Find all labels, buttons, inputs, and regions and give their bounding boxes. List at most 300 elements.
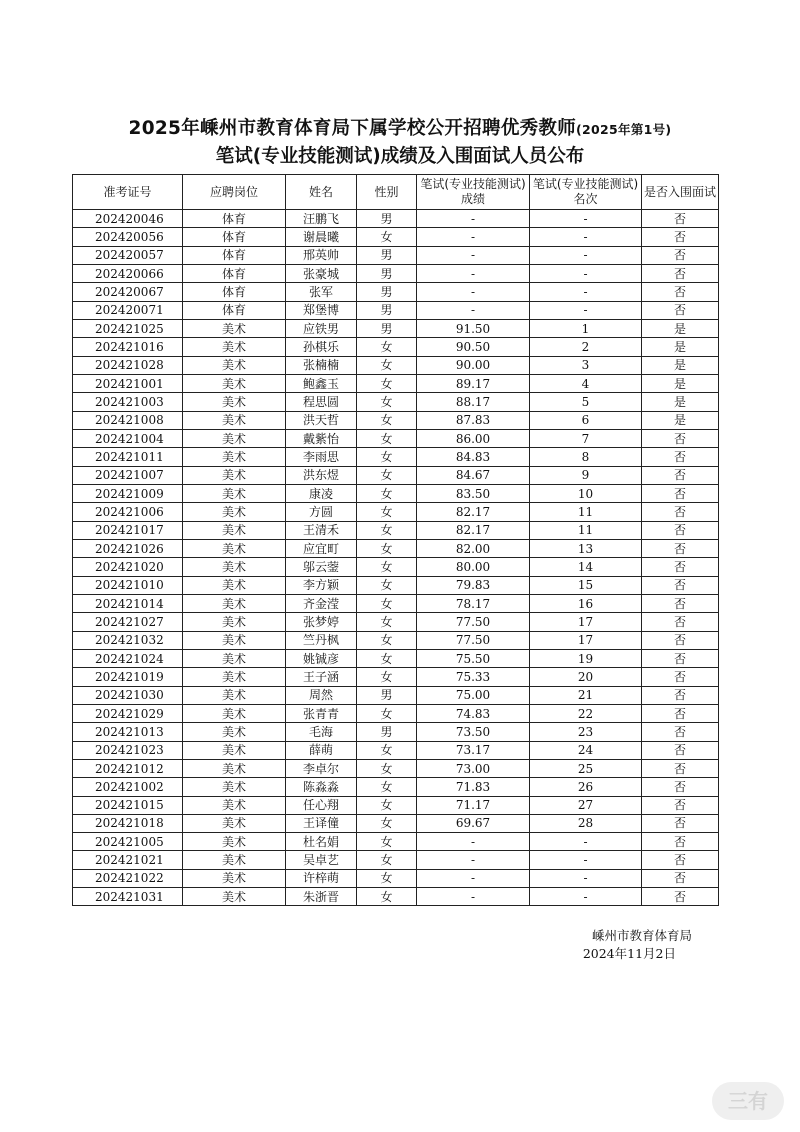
table-row bbox=[73, 833, 719, 851]
cell-interview: 否 bbox=[642, 759, 719, 777]
cell-position: 美术 bbox=[183, 723, 286, 741]
document-title bbox=[0, 114, 800, 140]
cell-name: 郑堡博 bbox=[286, 301, 357, 319]
cell-rank: 4 bbox=[530, 374, 642, 392]
cell-exam-id: 202421025 bbox=[73, 319, 183, 337]
cell-exam-id: 202421018 bbox=[73, 814, 183, 832]
cell-exam-id: 202421024 bbox=[73, 649, 183, 667]
cell-rank: 15 bbox=[530, 576, 642, 594]
cell-gender: 女 bbox=[357, 228, 417, 246]
cell-interview: 否 bbox=[642, 228, 719, 246]
cell-exam-id: 202421019 bbox=[73, 668, 183, 686]
cell-interview: 否 bbox=[642, 631, 719, 649]
cell-score: 78.17 bbox=[417, 594, 530, 612]
cell-score: - bbox=[417, 888, 530, 906]
cell-score: 82.17 bbox=[417, 503, 530, 521]
cell-score: 82.00 bbox=[417, 539, 530, 557]
cell-exam-id: 202421022 bbox=[73, 869, 183, 887]
cell-position: 美术 bbox=[183, 833, 286, 851]
cell-exam-id: 202421021 bbox=[73, 851, 183, 869]
cell-interview: 否 bbox=[642, 594, 719, 612]
cell-rank: 11 bbox=[530, 521, 642, 539]
cell-interview: 否 bbox=[642, 741, 719, 759]
cell-rank: 22 bbox=[530, 704, 642, 722]
cell-exam-id: 202421005 bbox=[73, 833, 183, 851]
cell-exam-id: 202420066 bbox=[73, 264, 183, 282]
cell-rank: 23 bbox=[530, 723, 642, 741]
cell-rank: 10 bbox=[530, 484, 642, 502]
table-row bbox=[73, 759, 719, 777]
table-row bbox=[73, 411, 719, 429]
table-row bbox=[73, 429, 719, 447]
cell-name: 许梓萌 bbox=[286, 869, 357, 887]
table-row bbox=[73, 613, 719, 631]
cell-score: 73.17 bbox=[417, 741, 530, 759]
cell-position: 体育 bbox=[183, 301, 286, 319]
cell-gender: 女 bbox=[357, 558, 417, 576]
table-row bbox=[73, 521, 719, 539]
cell-gender: 女 bbox=[357, 521, 417, 539]
table-row bbox=[73, 283, 719, 301]
table-row bbox=[73, 356, 719, 374]
cell-rank: 24 bbox=[530, 741, 642, 759]
cell-gender: 女 bbox=[357, 411, 417, 429]
cell-rank: 8 bbox=[530, 448, 642, 466]
cell-interview: 否 bbox=[642, 686, 719, 704]
cell-score: 74.83 bbox=[417, 704, 530, 722]
cell-name: 邬云蓥 bbox=[286, 558, 357, 576]
cell-interview: 否 bbox=[642, 301, 719, 319]
cell-interview: 否 bbox=[642, 668, 719, 686]
cell-exam-id: 202420067 bbox=[73, 283, 183, 301]
cell-name: 周然 bbox=[286, 686, 357, 704]
cell-position: 美术 bbox=[183, 668, 286, 686]
cell-name: 王清禾 bbox=[286, 521, 357, 539]
cell-name: 吴卓艺 bbox=[286, 851, 357, 869]
table-body bbox=[73, 210, 719, 906]
cell-score: 87.83 bbox=[417, 411, 530, 429]
cell-rank: 1 bbox=[530, 319, 642, 337]
cell-name: 戴紫怡 bbox=[286, 429, 357, 447]
cell-score: 75.33 bbox=[417, 668, 530, 686]
cell-interview: 否 bbox=[642, 429, 719, 447]
cell-name: 孙棋乐 bbox=[286, 338, 357, 356]
cell-position: 美术 bbox=[183, 429, 286, 447]
cell-score: 77.50 bbox=[417, 613, 530, 631]
table-row bbox=[73, 576, 719, 594]
cell-score: - bbox=[417, 246, 530, 264]
cell-position: 美术 bbox=[183, 356, 286, 374]
watermark-badge: 三有 bbox=[712, 1082, 784, 1120]
cell-position: 美术 bbox=[183, 613, 286, 631]
table-row bbox=[73, 649, 719, 667]
table-row bbox=[73, 796, 719, 814]
cell-interview: 否 bbox=[642, 814, 719, 832]
cell-rank: - bbox=[530, 264, 642, 282]
cell-gender: 女 bbox=[357, 356, 417, 374]
cell-score: 82.17 bbox=[417, 521, 530, 539]
cell-interview: 是 bbox=[642, 338, 719, 356]
cell-interview: 否 bbox=[642, 723, 719, 741]
cell-gender: 女 bbox=[357, 851, 417, 869]
cell-exam-id: 202421017 bbox=[73, 521, 183, 539]
cell-score: - bbox=[417, 301, 530, 319]
cell-exam-id: 202421014 bbox=[73, 594, 183, 612]
cell-exam-id: 202421029 bbox=[73, 704, 183, 722]
cell-name: 王子涵 bbox=[286, 668, 357, 686]
cell-name: 应铁男 bbox=[286, 319, 357, 337]
cell-position: 体育 bbox=[183, 228, 286, 246]
table-row bbox=[73, 319, 719, 337]
cell-interview: 否 bbox=[642, 888, 719, 906]
cell-name: 邢英帅 bbox=[286, 246, 357, 264]
cell-exam-id: 202421007 bbox=[73, 466, 183, 484]
cell-score: 90.50 bbox=[417, 338, 530, 356]
cell-name: 康凌 bbox=[286, 484, 357, 502]
cell-rank: - bbox=[530, 851, 642, 869]
cell-position: 美术 bbox=[183, 869, 286, 887]
header-exam-id: 准考证号 bbox=[73, 175, 183, 210]
cell-gender: 男 bbox=[357, 723, 417, 741]
table-row bbox=[73, 246, 719, 264]
cell-interview: 否 bbox=[642, 833, 719, 851]
cell-interview: 是 bbox=[642, 393, 719, 411]
table-row bbox=[73, 778, 719, 796]
cell-gender: 女 bbox=[357, 759, 417, 777]
cell-name: 汪鹏飞 bbox=[286, 210, 357, 228]
cell-exam-id: 202421030 bbox=[73, 686, 183, 704]
table-row bbox=[73, 393, 719, 411]
cell-name: 张豪城 bbox=[286, 264, 357, 282]
cell-score: 77.50 bbox=[417, 631, 530, 649]
cell-gender: 女 bbox=[357, 796, 417, 814]
cell-gender: 女 bbox=[357, 503, 417, 521]
cell-position: 体育 bbox=[183, 264, 286, 282]
cell-interview: 否 bbox=[642, 246, 719, 264]
table-row bbox=[73, 338, 719, 356]
cell-score: 71.17 bbox=[417, 796, 530, 814]
cell-score: 89.17 bbox=[417, 374, 530, 392]
table-row bbox=[73, 723, 719, 741]
table-row bbox=[73, 704, 719, 722]
header-position: 应聘岗位 bbox=[183, 175, 286, 210]
cell-interview: 否 bbox=[642, 869, 719, 887]
cell-rank: 7 bbox=[530, 429, 642, 447]
cell-score: 84.83 bbox=[417, 448, 530, 466]
cell-position: 美术 bbox=[183, 539, 286, 557]
table-row bbox=[73, 888, 719, 906]
cell-gender: 男 bbox=[357, 210, 417, 228]
cell-position: 美术 bbox=[183, 631, 286, 649]
cell-name: 姚铖彦 bbox=[286, 649, 357, 667]
cell-name: 朱浙晋 bbox=[286, 888, 357, 906]
cell-gender: 男 bbox=[357, 301, 417, 319]
cell-interview: 否 bbox=[642, 521, 719, 539]
cell-gender: 女 bbox=[357, 448, 417, 466]
cell-interview: 是 bbox=[642, 411, 719, 429]
cell-name: 陈淼淼 bbox=[286, 778, 357, 796]
cell-gender: 女 bbox=[357, 613, 417, 631]
table-row bbox=[73, 741, 719, 759]
cell-exam-id: 202421012 bbox=[73, 759, 183, 777]
cell-rank: 20 bbox=[530, 668, 642, 686]
cell-exam-id: 202421023 bbox=[73, 741, 183, 759]
cell-gender: 男 bbox=[357, 264, 417, 282]
table-row bbox=[73, 448, 719, 466]
table-row bbox=[73, 594, 719, 612]
cell-score: - bbox=[417, 228, 530, 246]
cell-position: 美术 bbox=[183, 796, 286, 814]
cell-interview: 否 bbox=[642, 484, 719, 502]
header-rank: 笔试(专业技能测试)名次 bbox=[530, 175, 642, 210]
cell-position: 美术 bbox=[183, 686, 286, 704]
table-row bbox=[73, 228, 719, 246]
cell-gender: 女 bbox=[357, 649, 417, 667]
cell-rank: - bbox=[530, 888, 642, 906]
cell-name: 王译僮 bbox=[286, 814, 357, 832]
cell-name: 李雨思 bbox=[286, 448, 357, 466]
table-row bbox=[73, 374, 719, 392]
cell-score: 84.67 bbox=[417, 466, 530, 484]
cell-gender: 女 bbox=[357, 393, 417, 411]
cell-rank: - bbox=[530, 228, 642, 246]
cell-score: - bbox=[417, 833, 530, 851]
cell-position: 美术 bbox=[183, 814, 286, 832]
cell-exam-id: 202420046 bbox=[73, 210, 183, 228]
table-row bbox=[73, 539, 719, 557]
cell-score: 75.50 bbox=[417, 649, 530, 667]
cell-position: 美术 bbox=[183, 759, 286, 777]
cell-name: 杜名娟 bbox=[286, 833, 357, 851]
cell-rank: 14 bbox=[530, 558, 642, 576]
cell-rank: 25 bbox=[530, 759, 642, 777]
cell-score: - bbox=[417, 264, 530, 282]
cell-score: 79.83 bbox=[417, 576, 530, 594]
table-header-row bbox=[73, 175, 719, 210]
cell-gender: 女 bbox=[357, 374, 417, 392]
cell-score: 75.00 bbox=[417, 686, 530, 704]
cell-exam-id: 202420057 bbox=[73, 246, 183, 264]
table-row bbox=[73, 484, 719, 502]
table-row bbox=[73, 686, 719, 704]
cell-gender: 男 bbox=[357, 246, 417, 264]
cell-position: 美术 bbox=[183, 594, 286, 612]
header-gender: 性别 bbox=[357, 175, 417, 210]
cell-gender: 女 bbox=[357, 704, 417, 722]
cell-interview: 否 bbox=[642, 704, 719, 722]
cell-rank: 17 bbox=[530, 613, 642, 631]
document-title-suffix: (2025年第1号) bbox=[576, 122, 672, 137]
cell-position: 美术 bbox=[183, 319, 286, 337]
cell-name: 洪天哲 bbox=[286, 411, 357, 429]
cell-name: 李卓尔 bbox=[286, 759, 357, 777]
cell-name: 张梦婷 bbox=[286, 613, 357, 631]
cell-name: 毛海 bbox=[286, 723, 357, 741]
cell-position: 美术 bbox=[183, 374, 286, 392]
cell-rank: 9 bbox=[530, 466, 642, 484]
cell-position: 美术 bbox=[183, 393, 286, 411]
cell-score: - bbox=[417, 283, 530, 301]
cell-gender: 男 bbox=[357, 283, 417, 301]
cell-position: 美术 bbox=[183, 484, 286, 502]
table-row bbox=[73, 301, 719, 319]
table-row bbox=[73, 814, 719, 832]
cell-exam-id: 202421009 bbox=[73, 484, 183, 502]
cell-exam-id: 202421031 bbox=[73, 888, 183, 906]
cell-score: 73.00 bbox=[417, 759, 530, 777]
cell-gender: 男 bbox=[357, 686, 417, 704]
cell-exam-id: 202421016 bbox=[73, 338, 183, 356]
cell-rank: - bbox=[530, 869, 642, 887]
cell-gender: 女 bbox=[357, 888, 417, 906]
cell-name: 洪东煜 bbox=[286, 466, 357, 484]
cell-name: 任心翔 bbox=[286, 796, 357, 814]
cell-rank: 27 bbox=[530, 796, 642, 814]
cell-name: 张军 bbox=[286, 283, 357, 301]
cell-score: 91.50 bbox=[417, 319, 530, 337]
cell-score: 86.00 bbox=[417, 429, 530, 447]
cell-exam-id: 202421001 bbox=[73, 374, 183, 392]
cell-rank: 13 bbox=[530, 539, 642, 557]
cell-rank: 16 bbox=[530, 594, 642, 612]
cell-position: 美术 bbox=[183, 503, 286, 521]
cell-gender: 女 bbox=[357, 814, 417, 832]
cell-exam-id: 202421015 bbox=[73, 796, 183, 814]
cell-interview: 否 bbox=[642, 210, 719, 228]
cell-name: 薛萌 bbox=[286, 741, 357, 759]
cell-rank: 28 bbox=[530, 814, 642, 832]
table-row bbox=[73, 503, 719, 521]
document-title-main: 2025年嵊州市教育体育局下属学校公开招聘优秀教师 bbox=[128, 118, 577, 139]
cell-gender: 女 bbox=[357, 539, 417, 557]
cell-interview: 否 bbox=[642, 503, 719, 521]
cell-gender: 女 bbox=[357, 668, 417, 686]
cell-rank: 2 bbox=[530, 338, 642, 356]
cell-interview: 是 bbox=[642, 319, 719, 337]
cell-position: 美术 bbox=[183, 778, 286, 796]
cell-rank: - bbox=[530, 283, 642, 301]
results-table bbox=[72, 174, 719, 906]
cell-gender: 女 bbox=[357, 833, 417, 851]
cell-score: - bbox=[417, 210, 530, 228]
cell-exam-id: 202421032 bbox=[73, 631, 183, 649]
cell-rank: 11 bbox=[530, 503, 642, 521]
cell-name: 方圆 bbox=[286, 503, 357, 521]
cell-name: 鲍鑫玉 bbox=[286, 374, 357, 392]
cell-rank: 6 bbox=[530, 411, 642, 429]
cell-gender: 女 bbox=[357, 484, 417, 502]
cell-gender: 女 bbox=[357, 594, 417, 612]
cell-gender: 男 bbox=[357, 319, 417, 337]
cell-score: 88.17 bbox=[417, 393, 530, 411]
cell-position: 美术 bbox=[183, 649, 286, 667]
cell-gender: 女 bbox=[357, 466, 417, 484]
cell-name: 谢晨曦 bbox=[286, 228, 357, 246]
cell-name: 张楠楠 bbox=[286, 356, 357, 374]
cell-interview: 否 bbox=[642, 576, 719, 594]
cell-score: 90.00 bbox=[417, 356, 530, 374]
cell-gender: 女 bbox=[357, 741, 417, 759]
cell-exam-id: 202421004 bbox=[73, 429, 183, 447]
table-row bbox=[73, 668, 719, 686]
cell-position: 美术 bbox=[183, 466, 286, 484]
cell-exam-id: 202421002 bbox=[73, 778, 183, 796]
cell-gender: 女 bbox=[357, 778, 417, 796]
cell-interview: 是 bbox=[642, 356, 719, 374]
cell-position: 美术 bbox=[183, 448, 286, 466]
cell-position: 美术 bbox=[183, 888, 286, 906]
cell-interview: 否 bbox=[642, 448, 719, 466]
cell-gender: 女 bbox=[357, 338, 417, 356]
cell-gender: 女 bbox=[357, 576, 417, 594]
cell-rank: - bbox=[530, 833, 642, 851]
cell-interview: 否 bbox=[642, 796, 719, 814]
cell-position: 体育 bbox=[183, 246, 286, 264]
cell-name: 应宜町 bbox=[286, 539, 357, 557]
cell-interview: 否 bbox=[642, 558, 719, 576]
header-interview: 是否入围面试 bbox=[642, 175, 719, 210]
cell-rank: - bbox=[530, 301, 642, 319]
cell-interview: 否 bbox=[642, 539, 719, 557]
cell-exam-id: 202421010 bbox=[73, 576, 183, 594]
cell-score: 83.50 bbox=[417, 484, 530, 502]
cell-rank: 21 bbox=[530, 686, 642, 704]
cell-exam-id: 202421008 bbox=[73, 411, 183, 429]
cell-exam-id: 202421011 bbox=[73, 448, 183, 466]
cell-position: 美术 bbox=[183, 558, 286, 576]
cell-exam-id: 202421028 bbox=[73, 356, 183, 374]
table-row bbox=[73, 210, 719, 228]
cell-name: 竺丹枫 bbox=[286, 631, 357, 649]
cell-exam-id: 202421027 bbox=[73, 613, 183, 631]
cell-interview: 否 bbox=[642, 264, 719, 282]
cell-exam-id: 202421020 bbox=[73, 558, 183, 576]
header-score: 笔试(专业技能测试)成绩 bbox=[417, 175, 530, 210]
cell-name: 张青青 bbox=[286, 704, 357, 722]
cell-gender: 女 bbox=[357, 869, 417, 887]
cell-exam-id: 202421026 bbox=[73, 539, 183, 557]
header-name: 姓名 bbox=[286, 175, 357, 210]
cell-score: 71.83 bbox=[417, 778, 530, 796]
cell-exam-id: 202420071 bbox=[73, 301, 183, 319]
cell-interview: 否 bbox=[642, 649, 719, 667]
cell-rank: 3 bbox=[530, 356, 642, 374]
cell-position: 美术 bbox=[183, 521, 286, 539]
cell-interview: 否 bbox=[642, 466, 719, 484]
cell-score: 80.00 bbox=[417, 558, 530, 576]
cell-exam-id: 202421006 bbox=[73, 503, 183, 521]
cell-score: - bbox=[417, 869, 530, 887]
table-row bbox=[73, 466, 719, 484]
cell-interview: 否 bbox=[642, 851, 719, 869]
cell-position: 美术 bbox=[183, 338, 286, 356]
cell-rank: - bbox=[530, 246, 642, 264]
table-row bbox=[73, 264, 719, 282]
cell-rank: 17 bbox=[530, 631, 642, 649]
cell-position: 美术 bbox=[183, 576, 286, 594]
issue-date: 2024年11月2日 bbox=[582, 946, 676, 961]
cell-rank: 19 bbox=[530, 649, 642, 667]
cell-interview: 否 bbox=[642, 283, 719, 301]
cell-exam-id: 202420056 bbox=[73, 228, 183, 246]
cell-score: 69.67 bbox=[417, 814, 530, 832]
cell-position: 美术 bbox=[183, 851, 286, 869]
cell-position: 体育 bbox=[183, 283, 286, 301]
cell-name: 程思圆 bbox=[286, 393, 357, 411]
cell-rank: - bbox=[530, 210, 642, 228]
document-subtitle: 笔试(专业技能测试)成绩及入围面试人员公布 bbox=[215, 146, 585, 167]
cell-score: - bbox=[417, 851, 530, 869]
